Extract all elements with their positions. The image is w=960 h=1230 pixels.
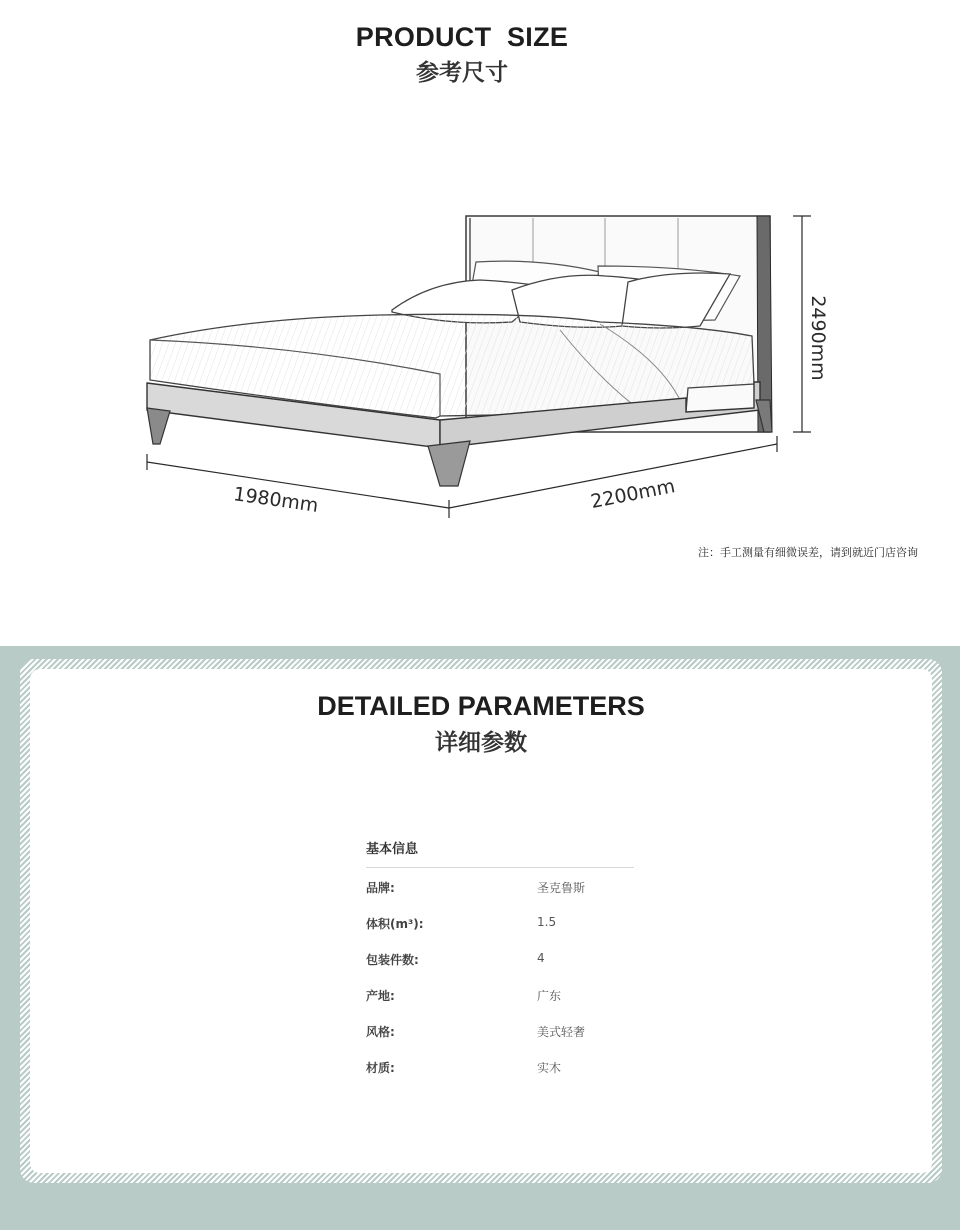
- width-dimension-label: 1980mm: [232, 483, 320, 517]
- parameter-label: 产地:: [366, 989, 395, 1003]
- detailed-parameters-section: [0, 646, 960, 1230]
- parameter-row-package-count: [366, 940, 634, 976]
- detailed-parameters-title: DETAILED PARAMETERS: [317, 691, 645, 721]
- parameter-row-style: [366, 1012, 634, 1048]
- product-size-subtitle: 参考尺寸: [416, 60, 508, 86]
- parameter-label: 品牌:: [366, 881, 395, 895]
- parameter-value: 美式轻奢: [537, 1025, 586, 1039]
- parameters-card: [30, 669, 932, 1173]
- parameter-row-brand: [366, 868, 634, 904]
- parameter-value: 1.5: [537, 915, 557, 929]
- detailed-parameters-subtitle: 详细参数: [435, 730, 527, 756]
- parameter-row-origin: [366, 976, 634, 1012]
- parameter-label: 体积(m³):: [366, 917, 424, 931]
- length-dimension-label: 2200mm: [588, 475, 677, 514]
- parameter-section-heading: 基本信息: [366, 841, 634, 868]
- parameter-value: 4: [537, 951, 545, 965]
- parameter-value: 实木: [537, 1061, 562, 1075]
- parameter-label: 材质:: [366, 1061, 395, 1075]
- parameter-label: 风格:: [366, 1025, 395, 1039]
- parameter-table: [366, 841, 634, 1084]
- parameter-label: 包装件数:: [366, 953, 419, 967]
- parameter-value: 圣克鲁斯: [537, 881, 586, 895]
- hatched-frame: [20, 659, 942, 1183]
- parameter-row-material: [366, 1048, 634, 1084]
- parameter-row-volume: [366, 904, 634, 940]
- parameter-value: 广东: [537, 989, 562, 1003]
- height-dimension-label: 2490mm: [807, 295, 829, 381]
- measurement-note: 注：手工测量有细微误差，请到就近门店咨询: [698, 546, 918, 559]
- product-size-title: PRODUCT SIZE: [355, 22, 569, 52]
